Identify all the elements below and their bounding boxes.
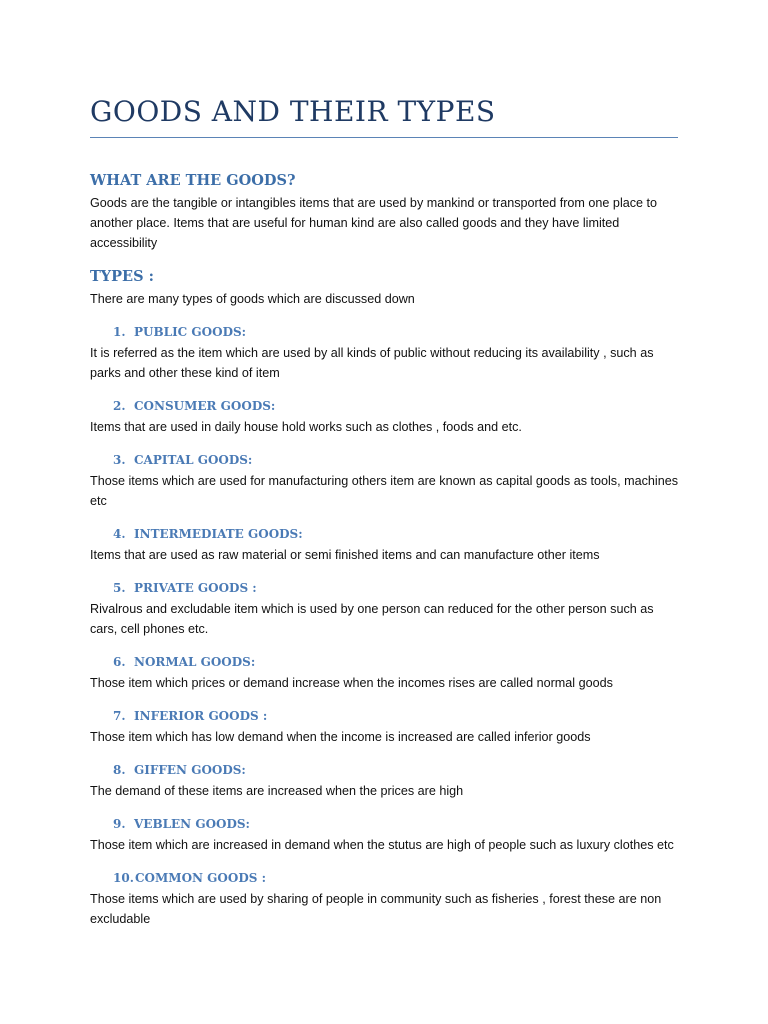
list-item (90, 395, 680, 437)
list-item (90, 449, 680, 511)
list-item-number: 2. (113, 399, 126, 413)
list-item-heading: PRIVATE GOODS : (134, 581, 257, 595)
section-heading-what-are-goods: WHAT ARE THE GOODS? (90, 172, 296, 189)
list-item (90, 577, 680, 639)
title-divider (90, 137, 678, 138)
list-item-heading: COMMON GOODS : (135, 871, 267, 885)
list-item-heading: INFERIOR GOODS : (134, 709, 268, 723)
list-item (90, 523, 680, 565)
list-item-body: Those item which are increased in demand when the stutus are high of people such as luxury clothes etc (90, 838, 674, 852)
list-item-number: 1. (113, 325, 126, 339)
list-item (90, 813, 680, 855)
list-item-heading: CAPITAL GOODS: (134, 453, 253, 467)
list-item-number: 3. (113, 453, 126, 467)
list-item (90, 705, 680, 747)
list-item (90, 651, 680, 693)
list-item-body: It is referred as the item which are used by all kinds of public without reducing its availability , such as parks and other these kind of item (90, 346, 654, 380)
list-item-body: Those items which are used for manufacturing others item are known as capital goods as tools, machines etc (90, 474, 679, 508)
document-content (90, 169, 680, 929)
list-item-body: Those item which prices or demand increase when the incomes rises are called normal goods (90, 676, 613, 690)
list-item-number: 10. (113, 871, 134, 885)
list-item-number: 4. (113, 527, 126, 541)
list-item-body: Rivalrous and excludable item which is used by one person can reduced for the other person such as cars, cell phones etc. (90, 602, 654, 636)
list-item-number: 5. (113, 581, 126, 595)
list-item-heading: CONSUMER GOODS: (134, 399, 276, 413)
list-item-body: Those item which has low demand when the income is increased are called inferior goods (90, 730, 591, 744)
list-item-body: Those items which are used by sharing of people in community such as fisheries , forest these are non excludable (90, 892, 662, 926)
list-item-number: 9. (113, 817, 126, 831)
section-body-types: There are many types of goods which are discussed down (90, 292, 415, 306)
list-item-heading: INTERMEDIATE GOODS: (134, 527, 303, 541)
list-item (90, 759, 680, 801)
page-title: GOODS AND THEIR TYPES (90, 95, 496, 128)
list-item-heading: GIFFEN GOODS: (134, 763, 246, 777)
list-item-heading: VEBLEN GOODS: (134, 817, 250, 831)
list-item-body: The demand of these items are increased when the prices are high (90, 784, 464, 798)
list-item (90, 867, 680, 929)
section-heading-types: TYPES : (90, 268, 154, 285)
list-item-body: Items that are used in daily house hold works such as clothes , foods and etc. (90, 420, 522, 434)
list-item-number: 6. (113, 655, 126, 669)
list-item (90, 321, 680, 383)
list-item-number: 8. (113, 763, 126, 777)
list-item-heading: NORMAL GOODS: (134, 655, 256, 669)
list-item-heading: PUBLIC GOODS: (134, 325, 247, 339)
section-body-what-are-goods: Goods are the tangible or intangibles items that are used by mankind or transported from one place to another place. Items that are useful for human kind are also called goods and they have limited accessibility (90, 196, 658, 250)
list-item-number: 7. (113, 709, 126, 723)
list-item-body: Items that are used as raw material or semi finished items and can manufacture other items (90, 548, 600, 562)
goods-types-list (90, 321, 680, 929)
